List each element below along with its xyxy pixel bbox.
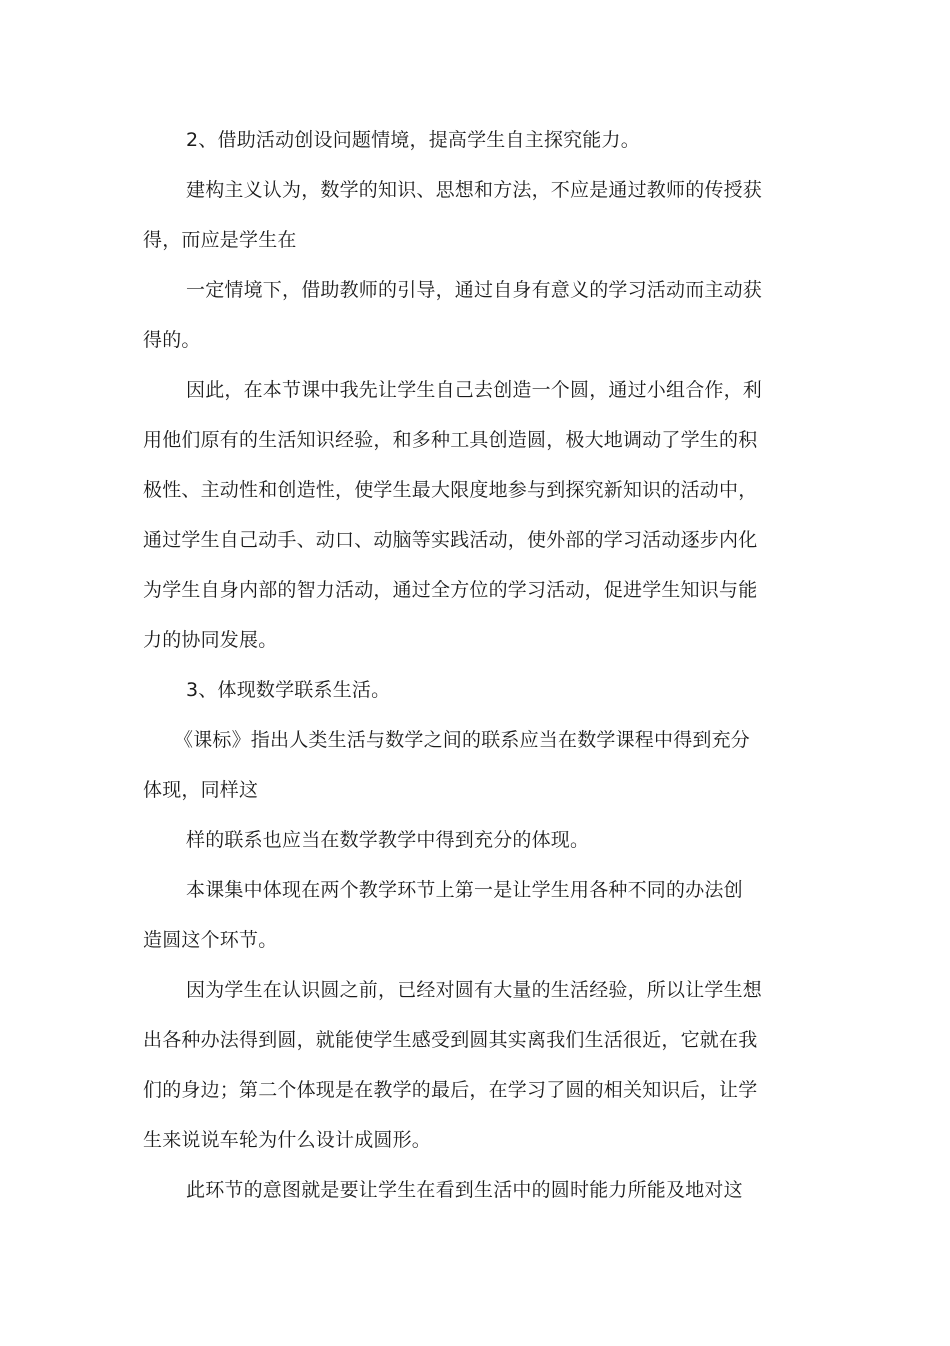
paragraph-line: 因为学生在认识圆之前，已经对圆有大量的生活经验，所以让学生想 (186, 979, 763, 1001)
paragraph-line: 为学生自身内部的智力活动，通过全方位的学习活动，促进学生知识与能 (143, 579, 758, 601)
paragraph-line: 体现，同样这 (143, 779, 259, 801)
paragraph-line: 一定情境下，借助教师的引导，通过自身有意义的学习活动而主动获 (186, 279, 763, 301)
paragraph-line: 生来说说车轮为什么设计成圆形。 (143, 1129, 432, 1151)
paragraph-line: 用他们原有的生活知识经验，和多种工具创造圆，极大地调动了学生的积 (143, 429, 758, 451)
paragraph-line: 得，而应是学生在 (143, 229, 297, 251)
paragraph-line: 们的身边；第二个体现是在教学的最后，在学习了圆的相关知识后，让学 (143, 1079, 758, 1101)
paragraph-line: 此环节的意图就是要让学生在看到生活中的圆时能力所能及地对这 (186, 1179, 743, 1201)
paragraph-line: 力的协同发展。 (143, 629, 278, 651)
paragraph-line: 造圆这个环节。 (143, 929, 278, 951)
paragraph-line: 样的联系也应当在数学教学中得到充分的体现。 (186, 829, 590, 851)
paragraph-line: 建构主义认为，数学的知识、思想和方法，不应是通过教师的传授获 (186, 179, 763, 201)
paragraph-line: 极性、主动性和创造性，使学生最大限度地参与到探究新知识的活动中， (143, 479, 758, 501)
paragraph-line: 本课集中体现在两个教学环节上第一是让学生用各种不同的办法创 (186, 879, 743, 901)
paragraph-line: 得的。 (143, 329, 201, 351)
paragraph-line: 出各种办法得到圆，就能使学生感受到圆其实离我们生活很近，它就在我 (143, 1029, 758, 1051)
paragraph-line: 因此，在本节课中我先让学生自己去创造一个圆，通过小组合作，利 (186, 379, 763, 401)
paragraph-line: 通过学生自己动手、动口、动脑等实践活动，使外部的学习活动逐步内化 (143, 529, 758, 551)
section-heading-2: 2、借助活动创设问题情境，提高学生自主探究能力。 (186, 129, 640, 151)
section-heading-3: 3、体现数学联系生活。 (186, 679, 391, 701)
paragraph-line: 《课标》指出人类生活与数学之间的联系应当在数学课程中得到充分 (174, 729, 751, 751)
